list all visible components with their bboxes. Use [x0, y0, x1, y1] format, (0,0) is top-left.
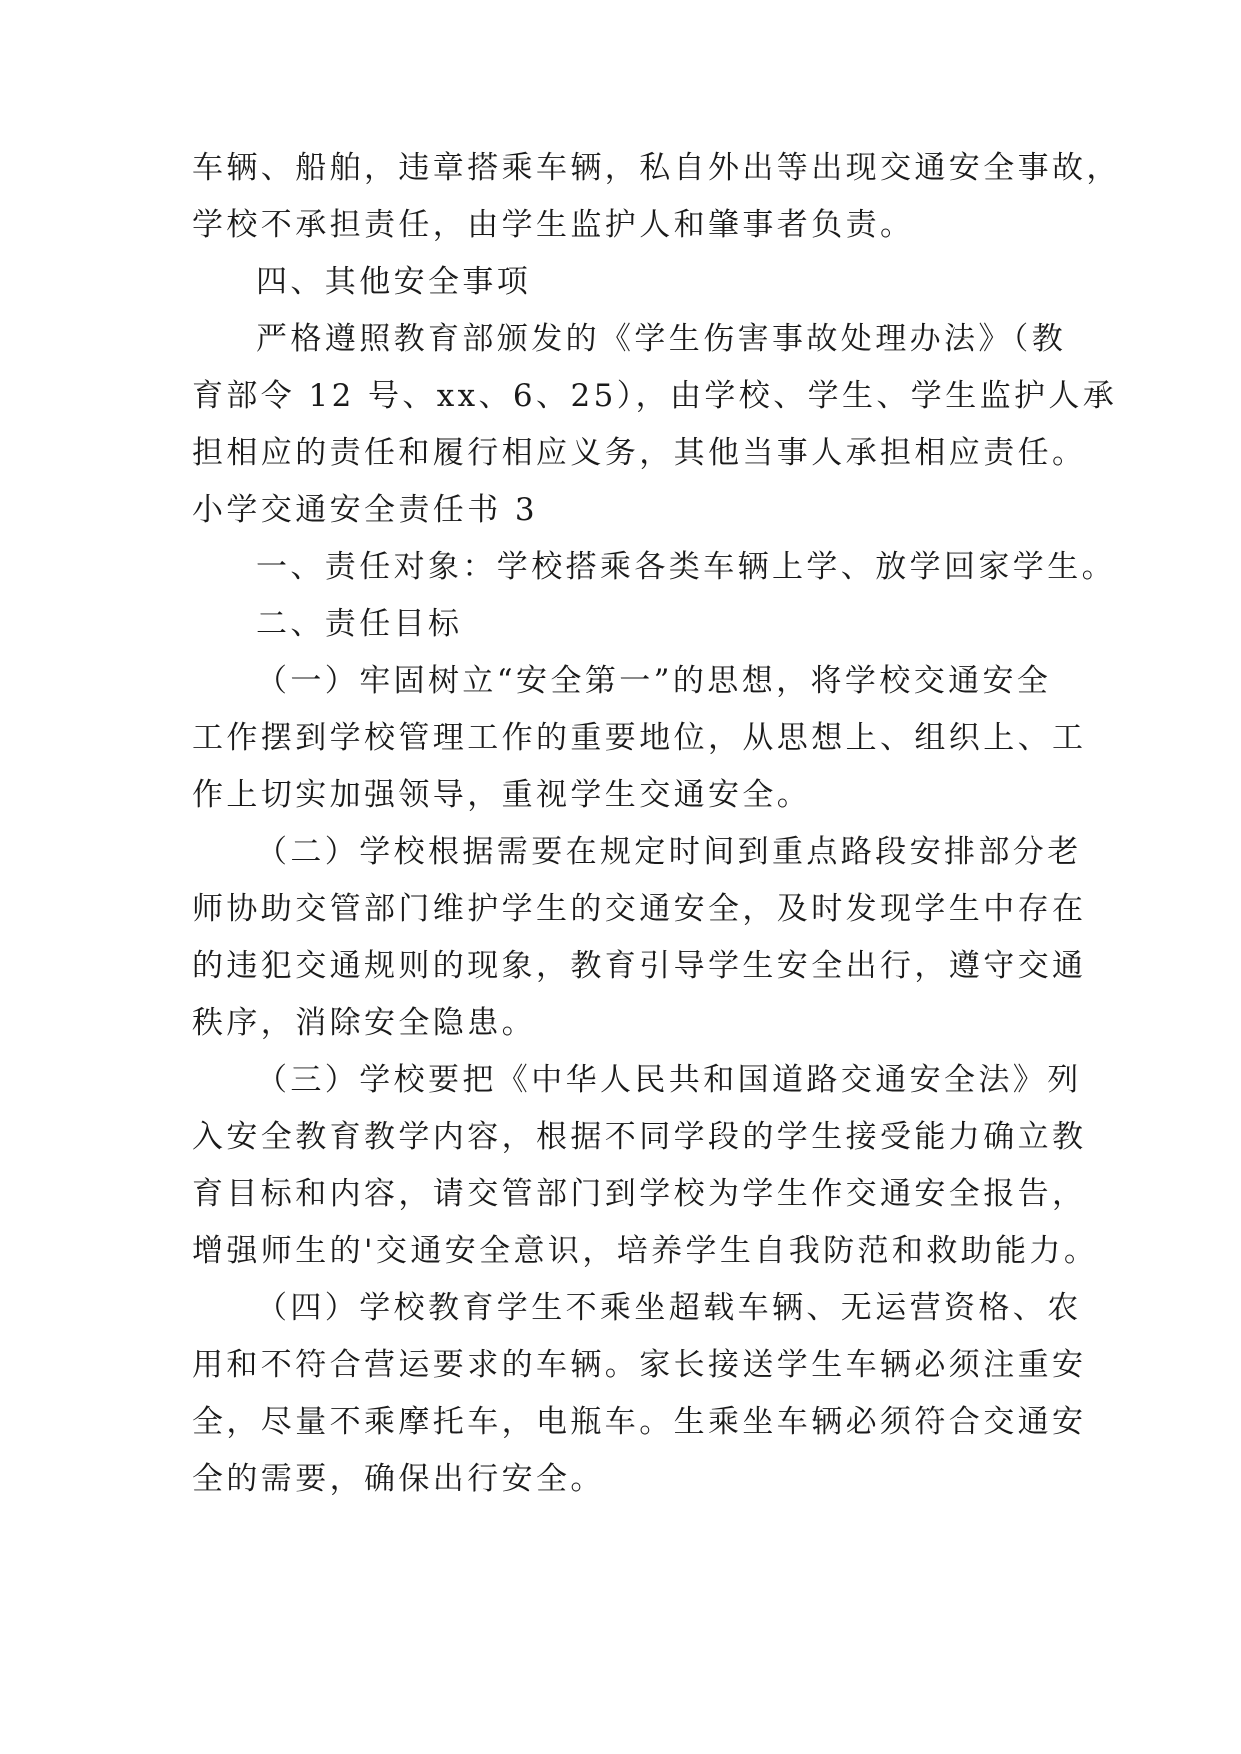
- text-line: 学校不承担责任，由学生监护人和肇事者负责。: [192, 207, 915, 243]
- text-line: 担相应的责任和履行相应义务，其他当事人承担相应责任。: [192, 435, 1087, 471]
- text-line: 一、责任对象：学校搭乘各类车辆上学、放学回家学生。: [256, 549, 1116, 585]
- text-line: （三）学校要把《中华人民共和国道路交通安全法》列: [256, 1062, 1082, 1098]
- text-line: 严格遵照教育部颁发的《学生伤害事故处理办法》（教: [256, 321, 1067, 357]
- text-line: 增强师生的'交通安全意识，培养学生自我防范和救助能力。: [192, 1233, 1099, 1269]
- text-line: 育部令 12 号、xx、6、25），由学校、学生、学生监护人承: [192, 378, 1118, 414]
- text-line: 车辆、船舶，违章搭乘车辆，私自外出等出现交通安全事故，: [192, 150, 1121, 186]
- text-line: （四）学校教育学生不乘坐超载车辆、无运营资格、农: [256, 1290, 1082, 1326]
- text-line: 师协助交管部门维护学生的交通安全，及时发现学生中存在: [192, 891, 1087, 927]
- text-line: 作上切实加强领导，重视学生交通安全。: [192, 777, 812, 813]
- text-line: 全的需要，确保出行安全。: [192, 1461, 605, 1497]
- text-line: 入安全教育教学内容，根据不同学段的学生接受能力确立教: [192, 1119, 1087, 1155]
- section-heading: 二、责任目标: [256, 606, 463, 642]
- text-line: 秩序，消除安全隐患。: [192, 1005, 536, 1041]
- text-line: （二）学校根据需要在规定时间到重点路段安排部分老: [256, 834, 1082, 870]
- text-line: 育目标和内容，请交管部门到学校为学生作交通安全报告，: [192, 1176, 1087, 1212]
- text-line: 全，尽量不乘摩托车，电瓶车。生乘坐车辆必须符合交通安: [192, 1404, 1087, 1440]
- text-line: 用和不符合营运要求的车辆。家长接送学生车辆必须注重安: [192, 1347, 1087, 1383]
- text-line: （一）牢固树立“安全第一”的思想，将学校交通安全: [256, 663, 1052, 699]
- document-title: 小学交通安全责任书 3: [192, 492, 538, 528]
- text-line: 的违犯交通规则的现象，教育引导学生安全出行，遵守交通: [192, 948, 1087, 984]
- section-heading: 四、其他安全事项: [256, 264, 532, 300]
- text-line: 工作摆到学校管理工作的重要地位，从思想上、组织上、工: [192, 720, 1087, 756]
